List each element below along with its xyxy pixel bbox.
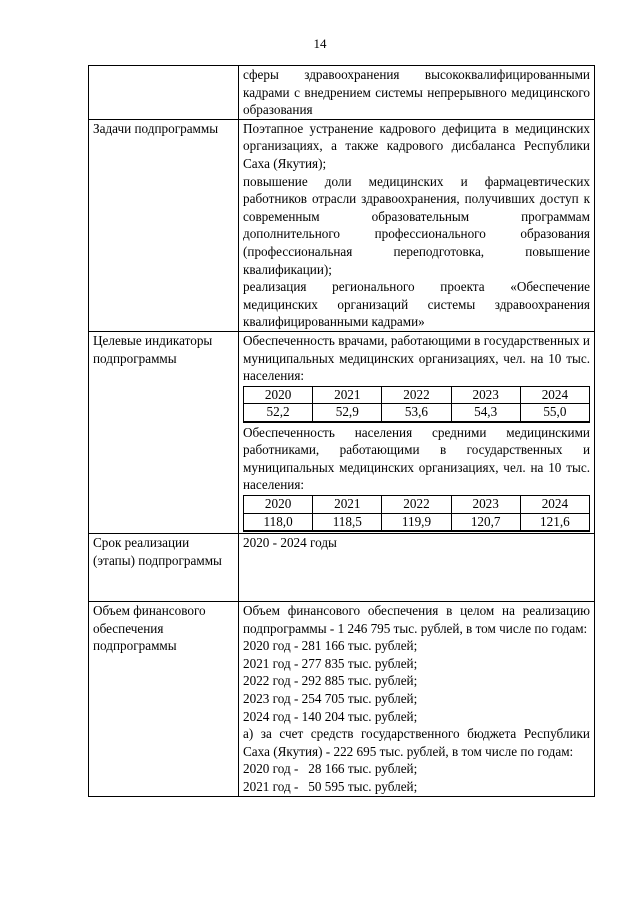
indicator-table	[243, 386, 590, 423]
funding-year-line: 2020 год - 281 166 тыс. рублей;	[243, 638, 418, 654]
indicator-year: 2020	[244, 496, 313, 514]
continuation-text: сферы здравоохранения высококвалифицированными кадрами с внедрением системы непрерывного медицинского образования	[243, 67, 590, 118]
term-cell	[239, 534, 595, 602]
indicator-year: 2022	[382, 496, 451, 514]
indicator-years-row	[244, 496, 590, 514]
indicator-value: 55,0	[520, 404, 589, 422]
indicator-year: 2023	[451, 496, 520, 514]
empty-label-cell	[89, 66, 239, 120]
tasks-cell	[239, 119, 595, 331]
tasks-row	[89, 119, 595, 331]
indicator-years-row	[244, 386, 590, 404]
continuation-cell	[239, 66, 595, 120]
indicator-value: 54,3	[451, 404, 520, 422]
term-row	[89, 534, 595, 602]
funding-year-line: 2022 год - 292 885 тыс. рублей;	[243, 673, 418, 689]
indicator-text: Обеспеченность врачами, работающими в государственных и муниципальных медицинских организациях, чел. на 10 тыс. населения:	[243, 332, 590, 384]
indicator-value: 118,5	[313, 513, 382, 531]
indicator-year: 2023	[451, 386, 520, 404]
indicators-row	[89, 331, 595, 533]
indicator-value: 121,6	[520, 513, 589, 531]
indicator-year: 2024	[520, 496, 589, 514]
indicators-cell	[239, 331, 595, 533]
task-item: повышение доли медицинских и фармацевтических работников отрасли здравоохранения, получивших доступ к современным образовательным программам дополнительного профессионального образования (профессиональная переподготовка, повышение квалификации);	[243, 173, 590, 277]
indicator-year: 2021	[313, 496, 382, 514]
indicator-year: 2020	[244, 386, 313, 404]
indicator-values-row	[244, 513, 590, 531]
indicator-value: 120,7	[451, 513, 520, 531]
funding-intro: Объем финансового обеспечения в целом на реализацию подпрограммы - 1 246 795 тыс. рублей, в том числе по годам:	[243, 603, 590, 636]
funding-year-line: 2024 год - 140 204 тыс. рублей;	[243, 708, 418, 724]
indicator-values-row	[244, 404, 590, 422]
indicator-value: 52,2	[244, 404, 313, 422]
indicator-text: Обеспеченность населения средними медицинскими работниками, работающими в государственных и муниципальных медицинских организациях, чел. на 10 тыс. населения:	[243, 424, 590, 493]
indicator-table	[243, 495, 590, 532]
funding-year-line: 2023 год - 254 705 тыс. рублей;	[243, 691, 418, 707]
task-item: реализация регионального проекта «Обеспечение медицинских организаций системы здравоохранения квалифицированными кадрами»	[243, 279, 590, 330]
indicator-value: 53,6	[382, 404, 451, 422]
term-value: 2020 - 2024 годы	[243, 535, 337, 551]
indicator-value: 118,0	[244, 513, 313, 531]
funding-row	[89, 602, 595, 797]
indicator-value: 52,9	[313, 404, 382, 422]
term-label: Срок реализации (этапы) подпрограммы	[89, 534, 239, 602]
funding-sub-year-line: 2020 год - 28 166 тыс. рублей;	[243, 761, 418, 777]
funding-sub-intro: а) за счет средств государственного бюджета Республики Саха (Якутия) - 222 695 тыс. рублей, в том числе по годам:	[243, 726, 590, 759]
passport-table	[88, 65, 595, 797]
indicator-year: 2021	[313, 386, 382, 404]
funding-sub-year-line: 2021 год - 50 595 тыс. рублей;	[243, 779, 418, 794]
indicator-year: 2022	[382, 386, 451, 404]
funding-cell	[239, 602, 595, 797]
funding-label: Объем финансового обеспечения подпрограммы	[89, 602, 239, 797]
indicators-label: Целевые индикаторы подпрограммы	[89, 331, 239, 533]
indicator-value: 119,9	[382, 513, 451, 531]
funding-year-line: 2021 год - 277 835 тыс. рублей;	[243, 655, 418, 671]
task-item: Поэтапное устранение кадрового дефицита в медицинских организациях, а также кадрового дисбаланса Республики Саха (Якутия);	[243, 120, 590, 171]
indicator-year: 2024	[520, 386, 589, 404]
page-number: 14	[313, 36, 327, 51]
tasks-label: Задачи подпрограммы	[89, 119, 239, 331]
continuation-row	[89, 66, 595, 120]
